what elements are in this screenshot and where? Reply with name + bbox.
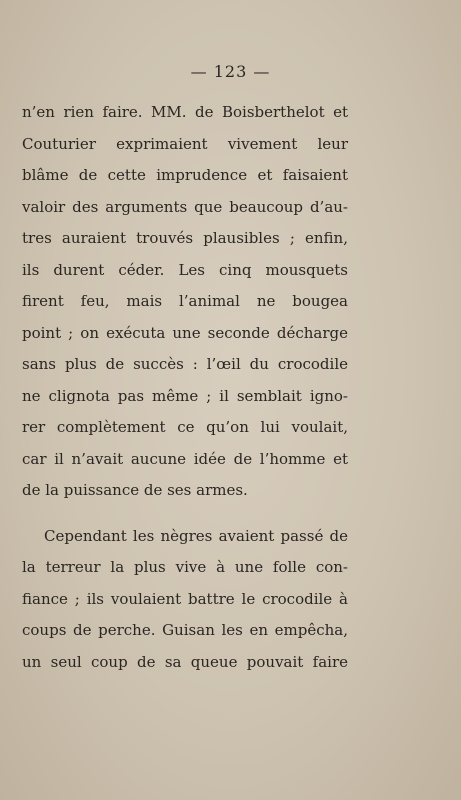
text-line: car il n’avait aucune idée de l’homme et — [22, 449, 348, 468]
paragraph-2 — [22, 521, 348, 679]
text-line: sans plus de succès : l’œil du crocodile — [22, 355, 348, 373]
paragraph-gap — [22, 507, 348, 521]
paragraph-1 — [22, 97, 348, 507]
text-line: coups de perche. Guisan les en empêcha, — [22, 621, 348, 639]
text-line: rer complètement ce qu’on lui voulait, — [22, 418, 348, 436]
text-line: la terreur la plus vive à une folle con- — [22, 558, 348, 576]
text-line: fiance ; ils voulaient battre le crocodile à — [22, 589, 348, 608]
text-line: un seul coup de sa queue pouvait faire — [22, 652, 348, 671]
text-line: ils durent céder. Les cinq mousquets — [22, 260, 348, 279]
text-line: ne clignota pas même ; il semblait igno- — [22, 386, 348, 405]
text-line: blâme de cette imprudence et faisaient — [22, 166, 348, 184]
text-line: valoir des arguments que beaucoup d’au- — [22, 197, 348, 216]
text-line: firent feu, mais l’animal ne bougea — [22, 292, 348, 310]
text-line: point ; on exécuta une seconde décharge — [22, 323, 348, 342]
text-line: tres auraient trouvés plausibles ; enfin, — [22, 229, 348, 247]
text-line: n’en rien faire. MM. de Boisberthelot et — [22, 103, 348, 121]
page-number: — 123 — — [190, 62, 271, 81]
text-line: Cependant les nègres avaient passé de — [44, 526, 348, 545]
body-text — [22, 97, 348, 678]
text-line: Couturier exprimaient vivement leur — [22, 134, 348, 153]
text-line: de la puissance de ses armes. — [22, 481, 248, 499]
